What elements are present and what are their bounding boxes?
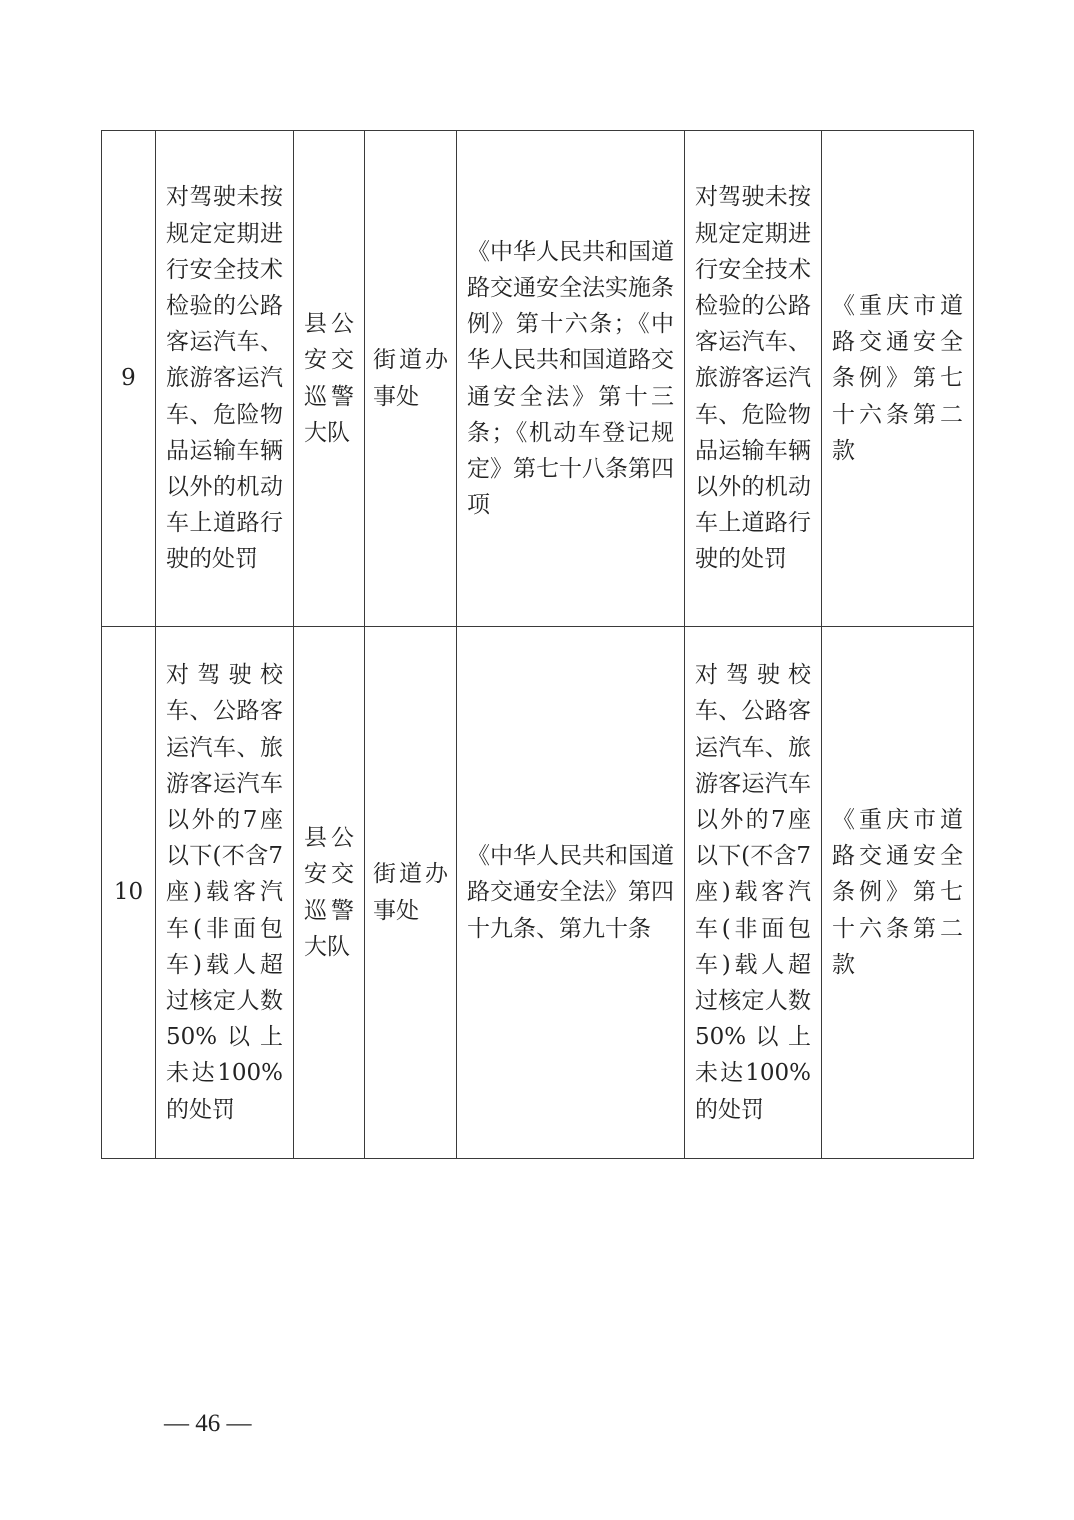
responsible-unit: 县公安交巡警大队 bbox=[294, 627, 365, 1159]
page-number: — 46 — bbox=[164, 1410, 252, 1437]
penalty-item: 对驾驶校车、公路客运汽车、旅游客运汽车以外的7座以下(不含7座)载客汽车(非面包车)载人超过核定人数50%以上未达100%的处罚 bbox=[156, 627, 294, 1159]
penalty-item-delegated: 对驾驶校车、公路客运汽车、旅游客运汽车以外的7座以下(不含7座)载客汽车(非面包车)载人超过核定人数50%以上未达100%的处罚 bbox=[685, 627, 822, 1159]
local-regulation: 《重庆市道路交通安全条例》第七十六条第二款 bbox=[822, 627, 974, 1159]
table-row bbox=[102, 627, 974, 1159]
enforcement-table bbox=[101, 130, 974, 1159]
responsible-unit: 县公安交巡警大队 bbox=[294, 131, 365, 627]
penalty-item-delegated: 对驾驶未按规定定期进行安全技术检验的公路客运汽车、旅游客运汽车、危险物品运输车辆以外的机动车上道路行驶的处罚 bbox=[685, 131, 822, 627]
local-regulation: 《重庆市道路交通安全条例》第七十六条第二款 bbox=[822, 131, 974, 627]
table-row bbox=[102, 131, 974, 627]
row-number: 10 bbox=[102, 627, 156, 1159]
penalty-item: 对驾驶未按规定定期进行安全技术检验的公路客运汽车、旅游客运汽车、危险物品运输车辆以外的机动车上道路行驶的处罚 bbox=[156, 131, 294, 627]
implementing-office: 街道办事处 bbox=[365, 627, 457, 1159]
legal-basis: 《中华人民共和国道路交通安全法》第四十九条、第九十条 bbox=[457, 627, 685, 1159]
implementing-office: 街道办事处 bbox=[365, 131, 457, 627]
row-number: 9 bbox=[102, 131, 156, 627]
legal-basis: 《中华人民共和国道路交通安全法实施条例》第十六条；《中华人民共和国道路交通安全法》第十三条；《机动车登记规定》第七十八条第四项 bbox=[457, 131, 685, 627]
